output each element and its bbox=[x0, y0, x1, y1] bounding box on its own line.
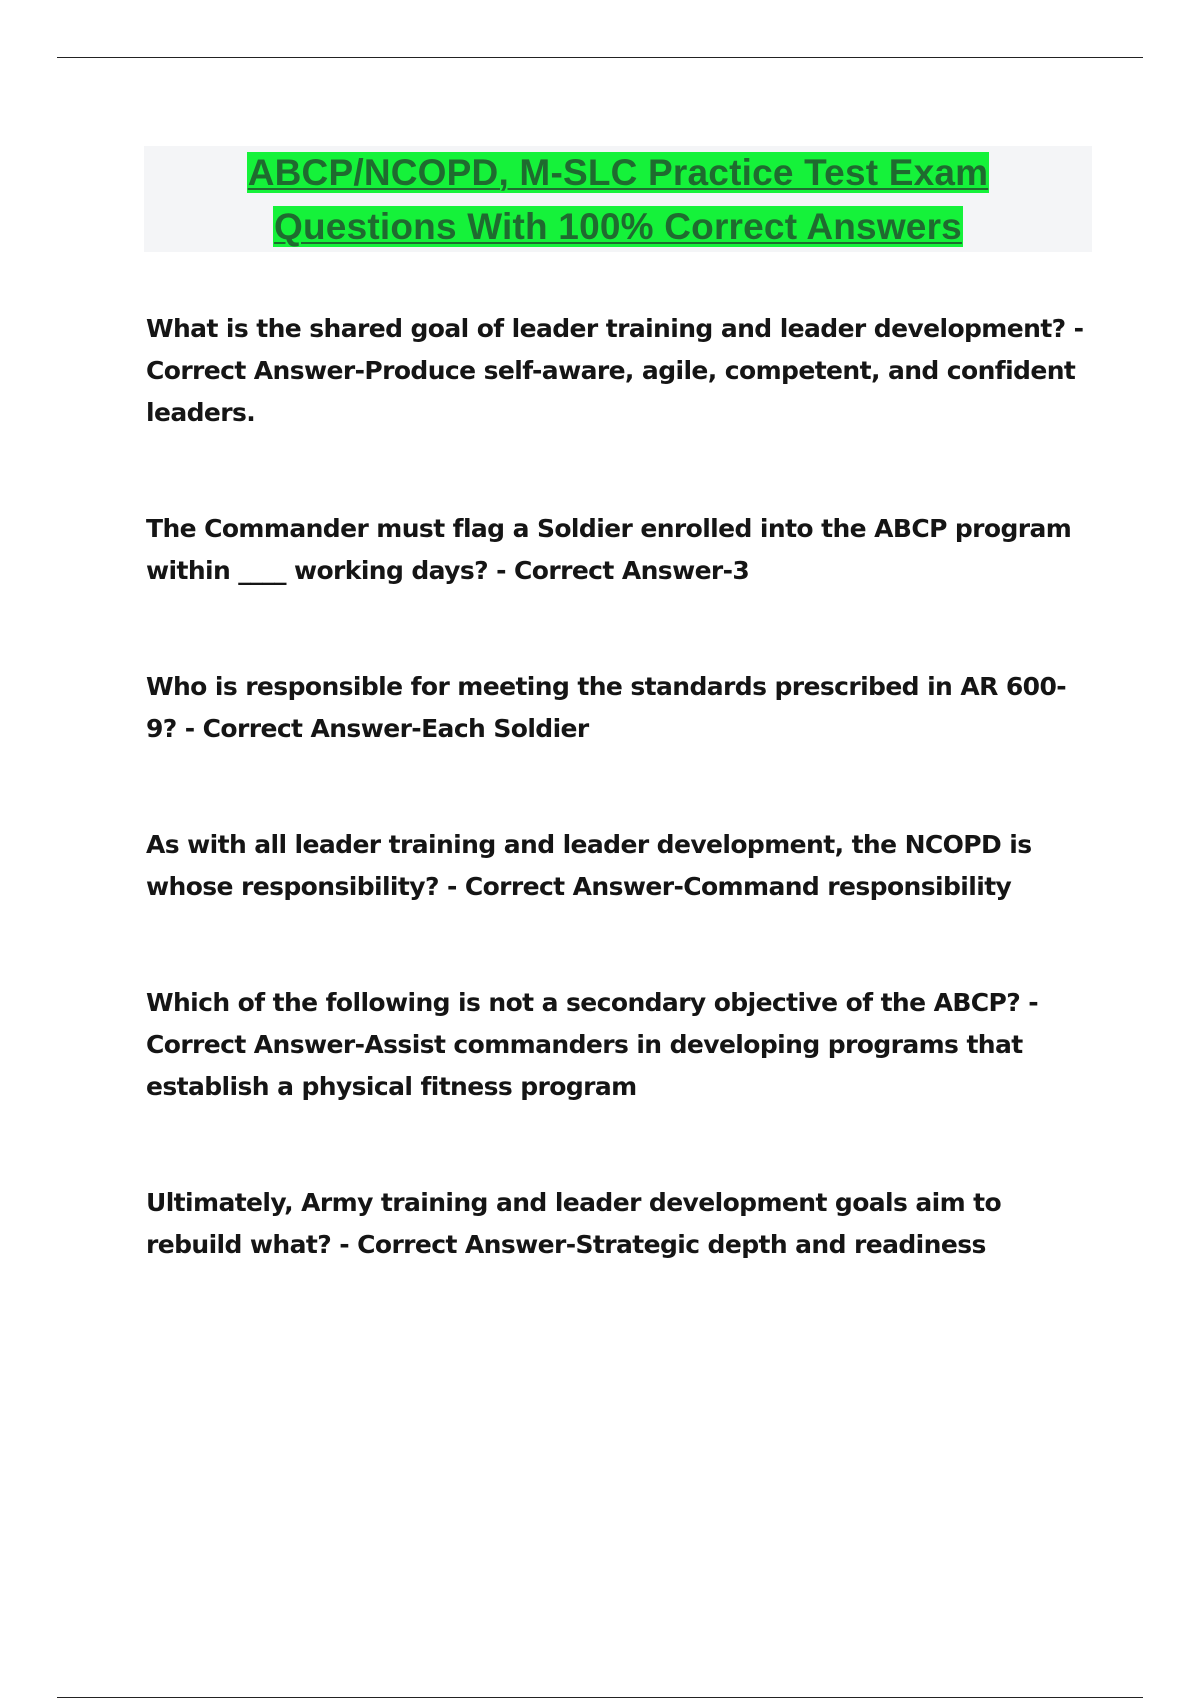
title-line-2 bbox=[144, 200, 1092, 254]
qa-item-1: What is the shared goal of leader training and leader development? - Correct Answer-Produce self-aware, agile, competent, and confident leaders. bbox=[146, 314, 1084, 427]
bottom-rule bbox=[57, 1697, 1143, 1698]
title-line-1-text: ABCP/NCOPD, M-SLC Practice Test Exam bbox=[247, 152, 989, 193]
qa-item-2: The Commander must flag a Soldier enrolled into the ABCP program within ____ working days? - Correct Answer-3 bbox=[146, 514, 1072, 585]
qa-item-3: Who is responsible for meeting the standards prescribed in AR 600-9? - Correct Answer-Each Soldier bbox=[146, 672, 1067, 743]
title-line-2-text: Questions With 100% Correct Answers bbox=[274, 206, 962, 247]
top-rule bbox=[57, 57, 1143, 58]
document-title bbox=[144, 146, 1092, 252]
qa-item-4: As with all leader training and leader development, the NCOPD is whose responsibility? - Correct Answer-Command responsibility bbox=[146, 830, 1032, 901]
qa-item-5: Which of the following is not a secondary objective of the ABCP? - Correct Answer-Assist commanders in developing programs that establish a physical fitness program bbox=[146, 988, 1039, 1101]
title-line-1 bbox=[144, 146, 1092, 200]
qa-list bbox=[146, 308, 1096, 1266]
qa-item-6: Ultimately, Army training and leader development goals aim to rebuild what? - Correct Answer-Strategic depth and readiness bbox=[146, 1188, 1002, 1259]
